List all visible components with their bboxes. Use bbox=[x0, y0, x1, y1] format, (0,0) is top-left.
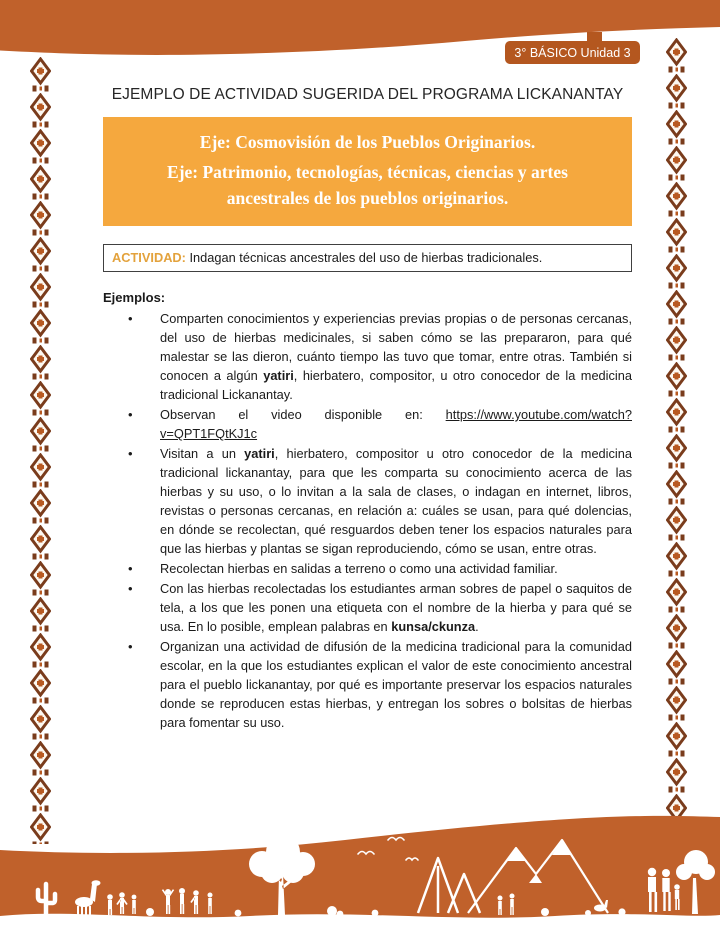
bold-term: yatiri bbox=[244, 446, 275, 462]
text-segment: . bbox=[475, 619, 479, 635]
eje-line-2: Eje: Patrimonio, tecnologías, técnicas, ciencias y artes ancestrales de los pueblos originarios. bbox=[167, 162, 568, 208]
text-segment: Con las hierbas recolectadas los estudiantes arman sobres de papel o saquitos de tela, a los que les ponen una etiqueta con el nombre de la hierba y para qué se usa. En lo posible, emplean palabras en bbox=[160, 581, 632, 635]
unit-badge-label: 3° BÁSICO Unidad 3 bbox=[514, 45, 631, 60]
example-item-5 bbox=[160, 579, 632, 636]
document-content bbox=[103, 86, 632, 733]
example-item-3 bbox=[160, 444, 632, 558]
example-item-4 bbox=[160, 559, 632, 578]
actividad-label: ACTIVIDAD: bbox=[112, 250, 186, 266]
landscape-illustration bbox=[0, 812, 720, 932]
examples-heading: Ejemplos: bbox=[103, 290, 166, 306]
text-segment: Visitan a un bbox=[160, 446, 245, 462]
text-segment: Recolectan hierbas en salidas a terreno o como una actividad familiar. bbox=[160, 561, 558, 577]
andean-border-left bbox=[30, 57, 51, 844]
example-item-6 bbox=[160, 637, 632, 732]
eje-line-1: Eje: Cosmovisión de los Pueblos Originarios. bbox=[199, 132, 536, 152]
examples-list bbox=[103, 309, 632, 732]
text-segment: , hierbatero, compositor, u otro conocedor de la medicina tradicional Lickanantay. bbox=[160, 368, 632, 403]
ground-silhouette bbox=[0, 914, 720, 932]
andean-border-right bbox=[666, 38, 687, 848]
eje-box bbox=[103, 117, 632, 226]
bold-term: yatiri bbox=[263, 368, 294, 384]
actividad-box bbox=[103, 244, 632, 272]
text-segment: Organizan una actividad de difusión de la medicina tradicional para la comunidad escolar, en la que los estudiantes explican el valor de este conocimiento ancestral para el pueblo lickanantay, por qué es importante preservar los espacios naturales donde se reproducen estas hierbas, y entregan los sobres o bolsitas de hierbas para fomentar su uso. bbox=[160, 639, 632, 731]
text-segment: Observan el video disponible en: bbox=[160, 407, 446, 423]
example-item-2 bbox=[160, 405, 632, 443]
example-item-1 bbox=[160, 309, 632, 404]
bold-term: kunsa/ckunza bbox=[391, 619, 476, 635]
text-segment: Comparten conocimientos y experiencias previas propias o de personas cercanas, del uso de hierbas medicinales, si saben cómo se las prepararon, para qué malestar se las dieron, cuánto tiempo las tuvo que tomar, entre otras. También si conocen a algún bbox=[160, 311, 632, 384]
text-segment: , hierbatero, compositor u otro conocedor de la medicina tradicional lickanantay, para que les comparta su conocimiento acerca de las hierbas y su uso, o lo invitan a la sala de clases, o indagan en internet, libros, revistas o personas cercanas, en relación a: cuáles se usan, para qué dolencias, en dónde se recolectan, qué resguardos deben tener los espacios naturales para que las hierbas y plantas se sigan reproduciendo, cómo se usan, entre otras. bbox=[160, 446, 632, 557]
actividad-text: Indagan técnicas ancestrales del uso de hierbas tradicionales. bbox=[185, 250, 543, 266]
page-title: EJEMPLO DE ACTIVIDAD SUGERIDA DEL PROGRAMA LICKANANTAY bbox=[111, 86, 624, 103]
video-link[interactable]: https://www.youtube.com/watch?v=QPT1FQtKJ1c bbox=[160, 407, 632, 442]
unit-badge bbox=[505, 41, 640, 64]
